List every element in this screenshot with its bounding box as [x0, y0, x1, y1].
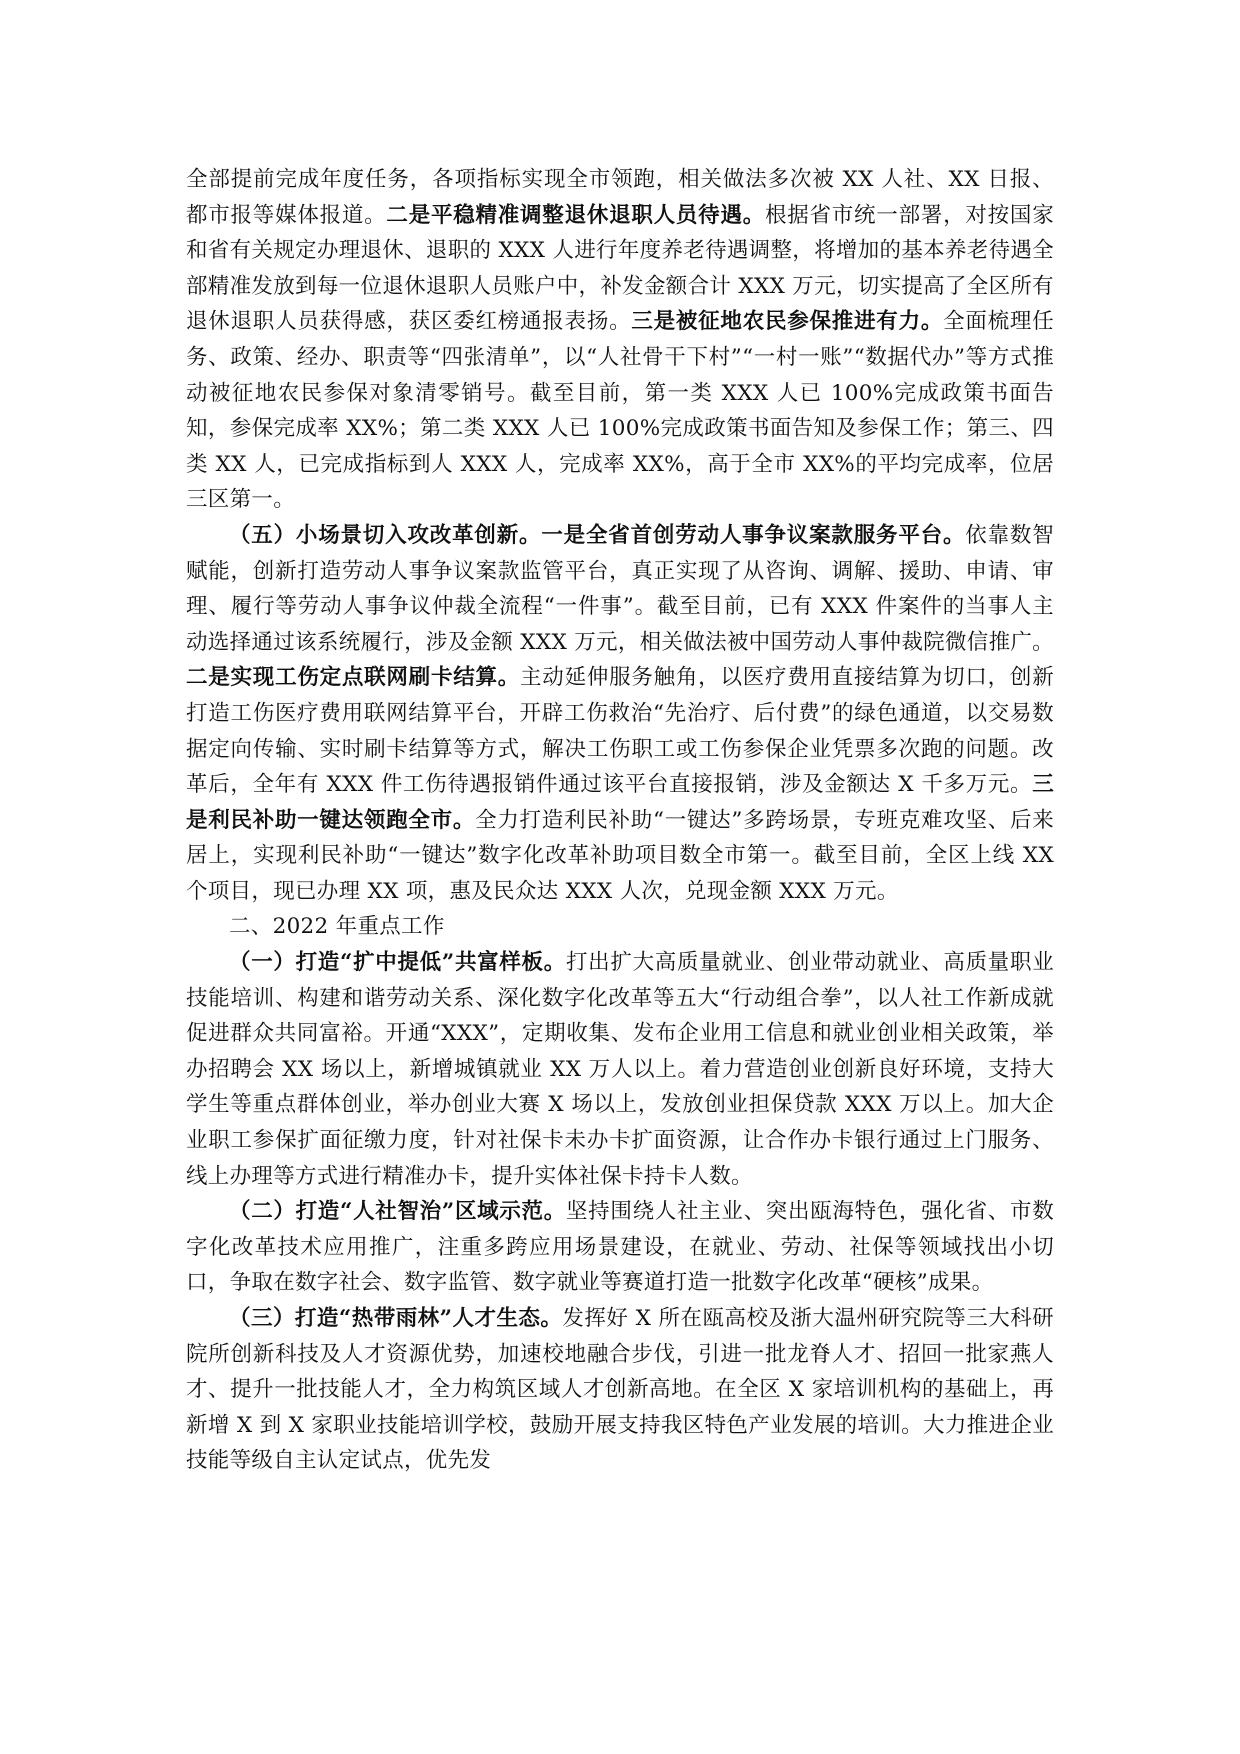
paragraph-text: 全力打造利民补助“一键达”多跨场景，专班克难攻坚、后来居上，实现利民补助“一键达”数字化改革补助项目数全市第一。截至目前，全区上线 XX 个项目，现已办理 XX 项，惠及民众达 XXX 人次，兑现金额 XXX 万元。 — [186, 807, 1054, 904]
paragraph-text: 依靠数智赋能，创新打造劳动人事争议案款监管平台，真正实现了从咨询、调解、援助、申请、审理、履行等劳动人事争议仲裁全流程“一件事”。截至目前，已有 XXX 件案件的当事人主动选择通过该系统履行，涉及金额 XXX 万元，相关做法被中国劳动人事仲裁院微信推广。 — [186, 522, 1054, 655]
paragraph-common-prosperity — [186, 945, 1054, 1194]
document-body — [186, 162, 1054, 1479]
bold-lead-retirement-adjustment: 二是平稳精准调整退休退职人员待遇。 — [386, 202, 765, 228]
paragraph-talent-ecosystem — [186, 1301, 1054, 1479]
bold-lead-subsidy: 三是利民补助一键达领跑全市。 — [186, 772, 1054, 833]
paragraph-text: 坚持围绕人社主业、突出瓯海特色，强化省、市数字化改革技术应用推广，注重多跨应用场景建设，在就业、劳动、社保等领域找出小切口，争取在数字社会、数字监管、数字就业等赛道打造一批数字化改革“硬核”成果。 — [186, 1199, 1054, 1296]
paragraph-text: 全面梳理任务、政策、经办、职责等“四张清单”，以“人社骨干下村”“一村一账”“数据代办”等方式推动被征地农民参保对象清零销号。截至目前，第一类 XXX 人已 100%完成政策书面告知，参保完成率 XX%；第二类 XXX 人已 100%完成政策书面告知及参保工作；第三、四类 XX 人，已完成指标到人 XXX 人，完成率 XX%，高于全市 XX%的平均完成率，位居三区第一。 — [186, 309, 1054, 513]
paragraph-reform-innovation — [186, 518, 1054, 910]
paragraph-retirement-and-land-insurance — [186, 162, 1054, 518]
bold-lead-injury-settlement: 二是实现工伤定点联网刷卡结算。 — [186, 665, 521, 691]
section-heading-one: （一）打造“扩中提低”共富样板。 — [229, 950, 566, 976]
section-heading-two: （二）打造“人社智治”区域示范。 — [229, 1199, 566, 1225]
paragraph-text: 打出扩大高质量就业、创业带动就业、高质量职业技能培训、构建和谐劳动关系、深化数字化改革等五大“行动组合拳”，以人社工作新成就促进群众共同富裕。开通“XXX”，定期收集、发布企业用工信息和就业创业相关政策，举办招聘会 XX 场以上，新增城镇就业 XX 万人以上。着力营造创业创新良好环境，支持大学生等重点群体创业，举办创业大赛 X 场以上，发放创业担保贷款 XXX 万以上。加大企业职工参保扩面征缴力度，针对社保卡未办卡扩面资源，让合作办卡银行通过上门服务、线上办理等方式进行精准办卡，提升实体社保卡持卡人数。 — [186, 950, 1054, 1189]
bold-lead-land-insurance: 三是被征地农民参保推进有力。 — [631, 309, 944, 335]
heading-2022-key-work: 二、2022 年重点工作 — [229, 914, 445, 940]
paragraph-smart-governance — [186, 1194, 1054, 1301]
section-heading-five: （五）小场景切入攻改革创新。一是全省首创劳动人事争议案款服务平台。 — [229, 522, 966, 548]
paragraph-text: 发挥好 X 所在瓯高校及浙大温州研究院等三大科研院所创新科技及人才资源优势，加速校地融合步伐，引进一批龙脊人才、招回一批家燕人才、提升一批技能人才，全力构筑区域人才创新高地。在全区 X 家培训机构的基础上，再新增 X 到 X 家职业技能培训学校，鼓励开展支持我区特色产业发展的培训。大力推进企业技能等级自主认定试点，优先发 — [186, 1306, 1054, 1474]
paragraph-text: 全部提前完成年度任务，各项指标实现全市领跑，相关做法多次被 XX 人社、XX 日报、都市报等媒体报道。 — [186, 167, 1054, 228]
paragraph-text: 根据省市统一部署，对按国家和省有关规定办理退休、退职的 XXX 人进行年度养老待遇调整，将增加的基本养老待遇全部精准发放到每一位退休退职人员账户中，补发金额合计 XXX 万元，切实提高了全区所有退休退职人员获得感，获区委红榜通报表扬。 — [186, 202, 1055, 335]
section-heading-three: （三）打造“热带雨林”人才生态。 — [229, 1306, 563, 1331]
paragraph-text: 主动延伸服务触角，以医疗费用直接结算为切口，创新打造工伤医疗费用联网结算平台，开辟工伤救治“先治疗、后付费”的绿色通道，以交易数据定向传输、实时刷卡结算等方式，解决工伤职工或工伤参保企业凭票多次跑的问题。改革后，全年有 XXX 件工伤待遇报销件通过该平台直接报销，涉及金额达 X 千多万元。 — [186, 665, 1054, 798]
